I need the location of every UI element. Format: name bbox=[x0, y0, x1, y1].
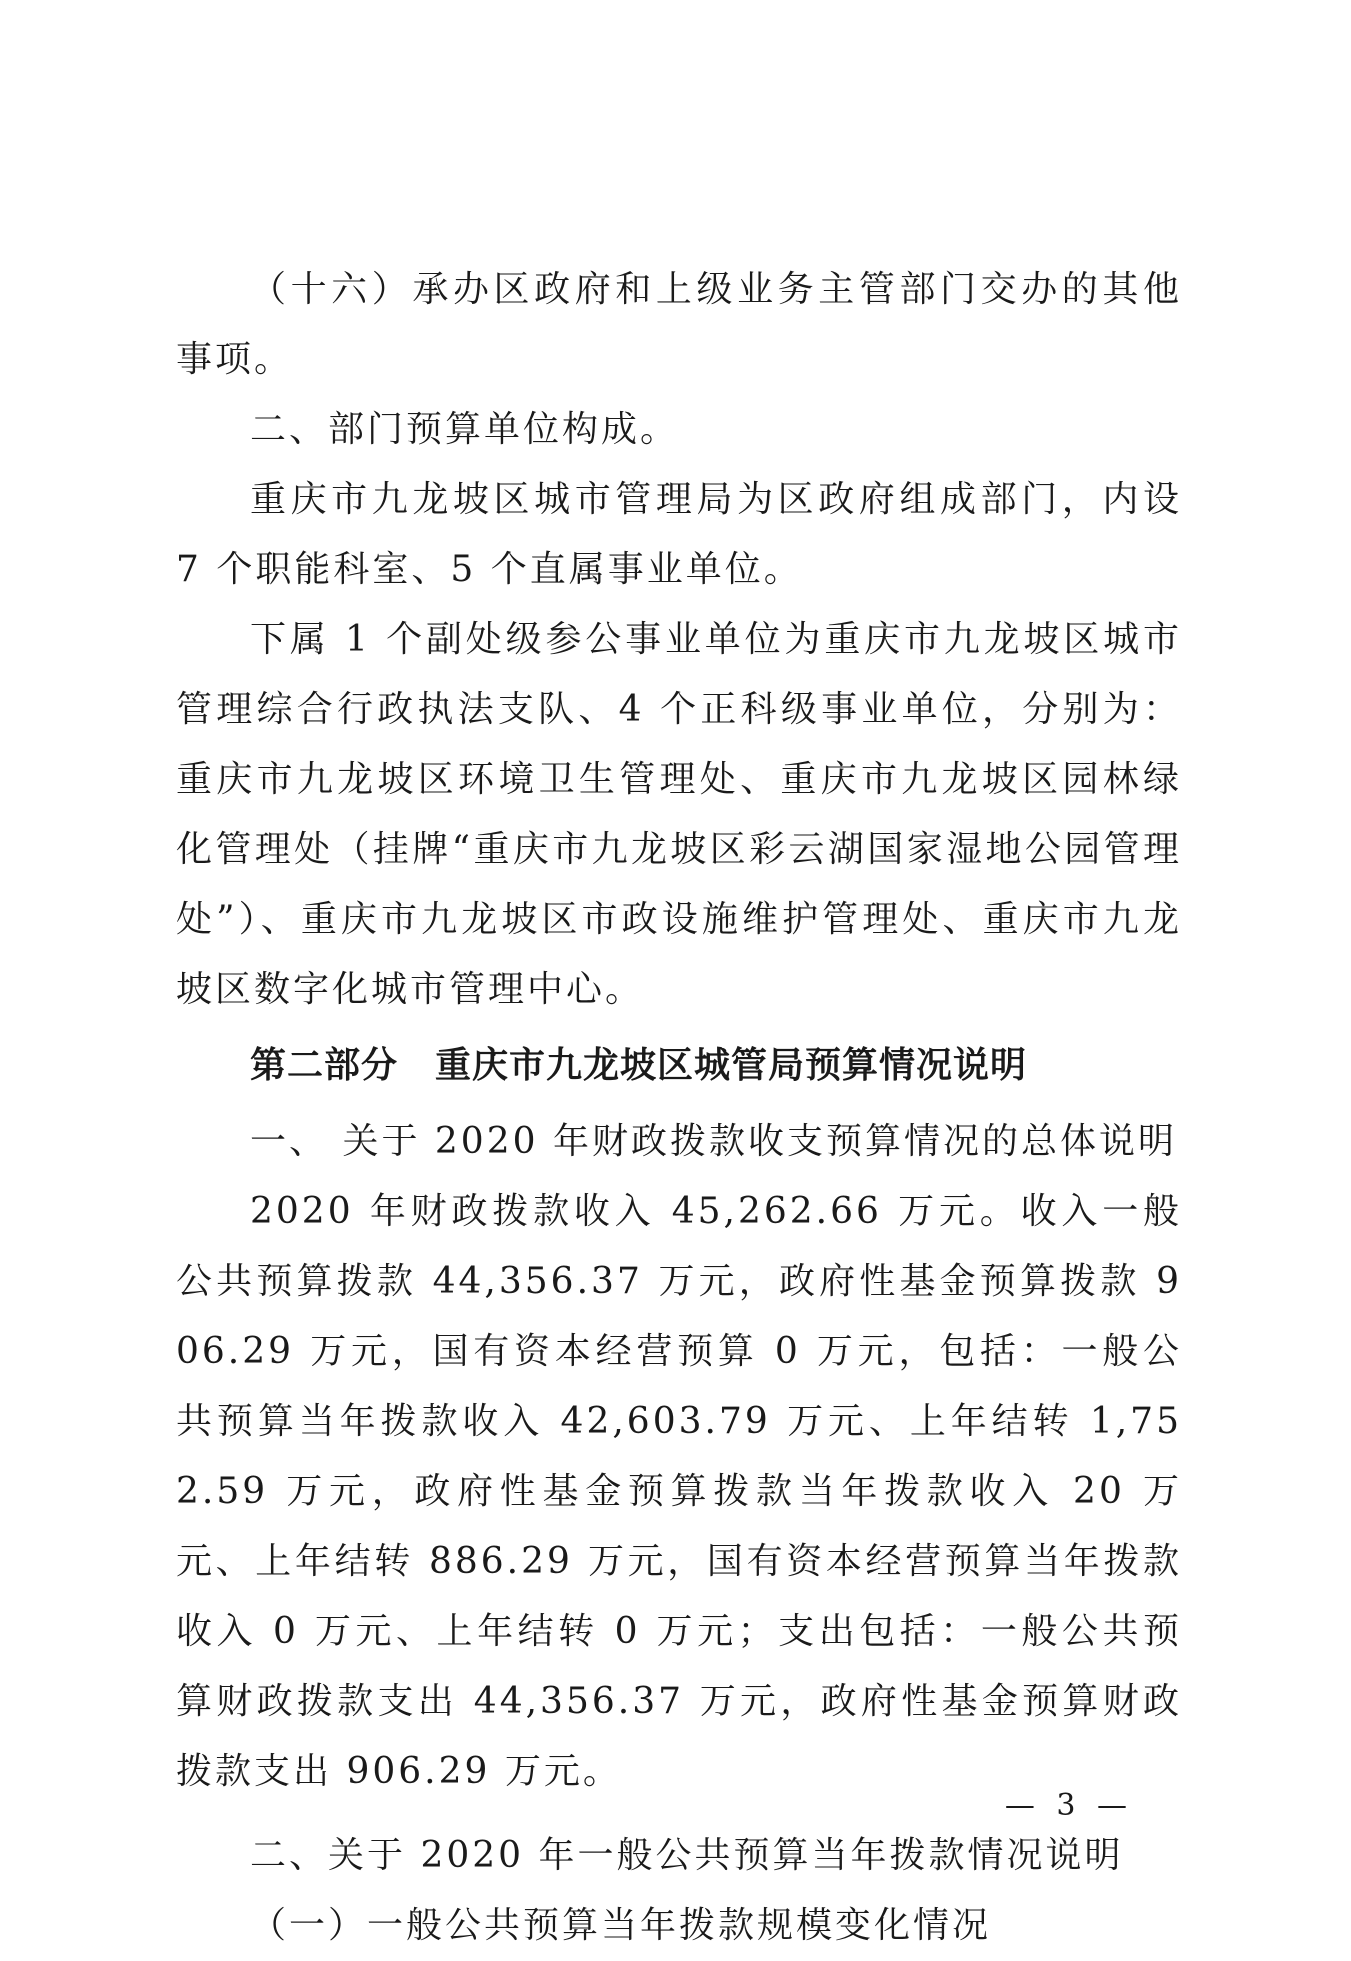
part-two-heading: 第二部分 重庆市九龙坡区城管局预算情况说明 bbox=[250, 1045, 1028, 1086]
subsection-heading-scale-change: （一）一般公共预算当年拨款规模变化情况 bbox=[250, 1905, 992, 1946]
page-number: — 3 — bbox=[1004, 1788, 1133, 1823]
section-heading-general-budget: 二、关于 2020 年一般公共预算当年拨款情况说明 bbox=[250, 1835, 1124, 1876]
paragraph-budget-details: 2020 年财政拨款收入 45,262.66 万元。收入一般公共预算拨款 44,356.37 万元，政府性基金预算拨款 906.29 万元，国有资本经营预算 0 万元，包括：一般公共预算当年拨款收入 42,603.79 万元、上年结转 1,752.59 万元，政府性基金预算拨款当年拨款收入 20 万元、上年结转 886.29 万元，国有资本经营预算当年拨款收入 0 万元、上年结转 0 万元；支出包括：一般公共预算财政拨款支出 44,356.37 万元，政府性基金预算财政拨款支出 906.29 万元。 bbox=[176, 1191, 1182, 1792]
paragraph-item-16: （十六）承办区政府和上级业务主管部门交办的其他事项。 bbox=[176, 269, 1182, 380]
section-heading-unit-composition: 二、部门预算单位构成。 bbox=[250, 409, 680, 450]
section-heading-budget-overview: 一、 关于 2020 年财政拨款收支预算情况的总体说明 bbox=[250, 1121, 1177, 1162]
paragraph-subordinate-units: 下属 1 个副处级参公事业单位为重庆市九龙坡区城市管理综合行政执法支队、4 个正科级事业单位，分别为：重庆市九龙坡区环境卫生管理处、重庆市九龙坡区园林绿化管理处（挂牌“重庆市九龙坡区彩云湖国家湿地公园管理处”）、重庆市九龙坡区市政设施维护管理处、重庆市九龙坡区数字化城市管理中心。 bbox=[176, 619, 1182, 1010]
paragraph-unit-overview: 重庆市九龙坡区城市管理局为区政府组成部门，内设 7 个职能科室、5 个直属事业单位。 bbox=[176, 479, 1182, 590]
document-body bbox=[176, 255, 1182, 1961]
